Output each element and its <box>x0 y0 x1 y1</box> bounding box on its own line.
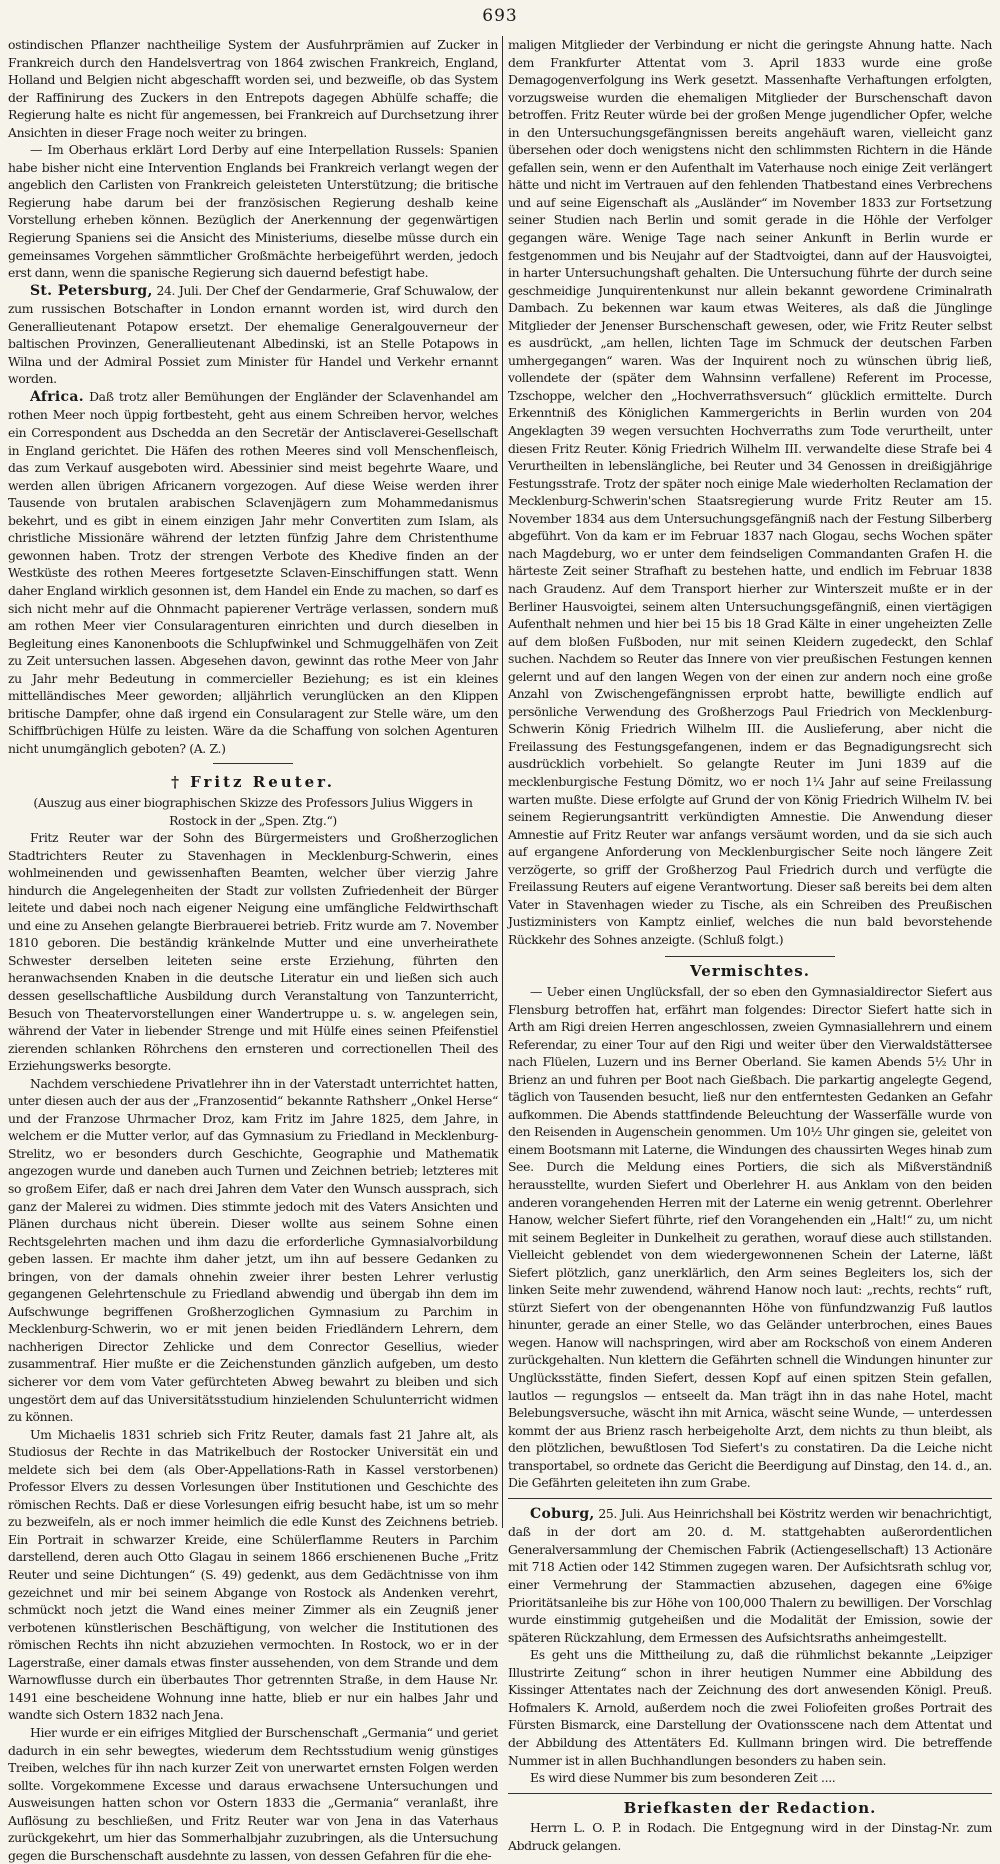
dateline: St. Petersburg, <box>30 282 153 299</box>
news-text: Daß trotz aller Bemühungen der Engländer der Sclavenhandel am rothen Meer noch üppig fortbesteht, geht aus einem Schreiben hervor, welches ein Correspondent aus Dschedda an den Secretär der Antisclaverei-Gesellschaft in England gerichtet. Die Häfen des rothen Meeres sind voll Menschenfleisch, das zum Verkauf ausgeboten wird. Abessinier sind meist begehrte Waare, und werden allen übrigen Africanern vorgezogen. Auf diese Weise werden ihrer Tausende von brutalen arabischen Sclavenjägern zum Mohammedanismus bekehrt, und es gibt in einem einzigen Jahr mehr Convertiten zum Islam, als christliche Missionäre während der letzten fünfzig Jahre dem Christenthume gewonnen haben. Trotz der strengen Verbote des Khedive finden an der Westküste des rothen Meeres fortgesetzte Sclaven-Einschiffungen statt. Wenn daher England wirklich gesonnen ist, dem Handel ein Ende zu machen, so darf es sich nicht mehr auf die Ohnmacht papierener Verträge verlassen, sondern muß am rothen Meer vier Consularagenturen einrichten und durch dieselben in Begleitung eines Kanonenboots die Schlupfwinkel und Schmuggelhäfen von Zeit zu Zeit untersuchen lassen. Abgesehen davon, gewinnt das rothe Meer von Jahr zu Jahr mehr Bedeutung in commercieller Beziehung; es ist ein kleines mittelländisches Meer geworden; alljährlich verunglücken an den Klippen britische Dampfer, ohne daß irgend ein Consularagent zur Stelle wäre, um den Schiffbrüchigen Hülfe zu leisten. Wäre da die Schaffung von solchen Agenturen nicht unumgänglich geboten? (A. Z.) <box>8 388 499 756</box>
news-item-st-petersburg <box>8 282 498 388</box>
divider <box>213 763 293 764</box>
paragraph: Hier wurde er ein eifriges Mitglied der Burschenschaft „Germania“ und geriet dadurch in ein sehr bewegtes, wiederum dem Rechtsstudium wenig günstiges Treiben, welches für ihn nach kurzer Zeit von unerwartet ernsten Folgen werden sollte. Vorgekommene Excesse und daraus erwachsene Untersuchungen und Ausweisungen hatten schon vor Ostern 1833 die „Germania“ veranlaßt, ihre Auflösung zu beschließen, und Fritz Reuter war von Jena in das Vaterhaus zurückgekehrt, um hier das Sommerhalbjahr zuzubringen, als die Untersuchung gegen die Burschenschaft ausdehnte zu lassen, von dessen Gefahren für die ehe- <box>8 1724 499 1863</box>
news-text: 25. Juli. Aus Heinrichshall bei Köstritz werden wir benachrichtigt, daß in der dort am 20. d. M. stattgehabten außerordentlichen Generalversammlung der Chemischen Fabrik (Actiengesellschaft) 13 Actionäre mit 718 Actien oder 142 Stimmen zugegen waren. Der Aufsichtsrath schlug vor, einer Vermehrung der Stammactien abzusehen, dagegen eine 6%ige Prioritätsanleihe bis zur Höhe von 100,000 Thalern zu bewilligen. Der Vorschlag wurde einstimmig gutgeheißen und die Modalität der Emission, sowie der späteren Rückzahlung, dem Ermessen des Aufsichtsraths anheimgestellt. <box>508 1505 993 1645</box>
divider <box>508 1793 992 1794</box>
right-column <box>508 36 993 1853</box>
paragraph: — Ueber einen Unglücksfall, der so eben den Gymnasialdirector Siefert aus Flensburg betroffen hat, erfährt man folgendes: Director Siefert hatte sich in Arth am Rigi dreien Herren angeschlossen, zweien Gymnasiallehrern und einem Referendar, zu einer Tour auf den Rigi und weiter über den Vierwaldstättersee nach Flüelen, Luzern und ins Berner Oberland. Sie kamen Abends 5½ Uhr in Brienz an und fuhren per Boot nach Gießbach. Die parkartig angelegte Gegend, täglich von Tausenden besucht, ließ nur den entferntesten Gedanken an Gefahr aufkommen. Die Abends stattfindende Beleuchtung der Wasserfälle wurde von den Reisenden in Augenschein genommen. Um 10½ Uhr gingen sie, geleitet von einem Bootsmann mit Laterne, die Windungen des chaussirten Weges hinab zum See. Durch die Meldung eines Portiers, die sich als Mißverständniß herausstellte, wurden Siefert und Oberlehrer H. aus Anklam von den beiden anderen vorangehenden Herren mit der Laterne ein wenig getrennt. Oberlehrer Hanow, welcher Siefert führte, rief den Vorangehenden ein „Halt!“ zu, um nicht mit seinem Begleiter in Dunkelheit zu gerathen, worauf diese auch stillstanden. Vielleicht geblendet von dem wiedergewonnenen Schein der Laterne, läßt Siefert plötzlich, ganz unerklärlich, den Arm seines Begleiters los, sich der linken Seite mehr zuwendend, während Hanow noch laut: „rechts, rechts“ ruft, stürzt Siefert von der obengenannten Höhe von fünfundzwanzig Fuß lautlos hinunter, gerade an einer Stelle, wo das Geländer unterbrochen, eines Baues wegen. Hanow will nachspringen, wird aber am Rockschoß von einem Anderen zurückgehalten. Nun klettern die Gefährten schnell die Windungen hinunter zur Unglücksstätte, finden Siefert, dessen Kopf auf einen spitzen Stein gefallen, lautlos — regungslos — entseelt da. Man trägt ihn in das nahe Hotel, macht Belebungsversuche, wäscht ihn mit Arnica, wäscht seine Wunde, — unterdessen kommt der aus Brienz rasch herbeigeholte Arzt, dem nichts zu thun bleibt, als den plötzlichen, bewußtlosen Tod Siefert's zu constatiren. Da die Leiche nicht transportabel, so ordnete das Gericht die Beerdigung auf Dinstag, den 14. d., an. Die Gefährten geleiteten ihn zum Grabe. <box>508 983 992 1491</box>
article-title: † Fritz Reuter. <box>171 773 335 792</box>
column-divider <box>502 36 503 1528</box>
paragraph: Um Michaelis 1831 schrieb sich Fritz Reuter, damals fast 21 Jahre alt, als Studiosus der Rechte in das Matrikelbuch der Rostocker Universität ein und meldete sich bei dem (als Ober-Appellations-Rath in Kassel verstorbenen) Professor Elvers zu dessen Vorlesungen über Institutionen und Geschichte des römischen Rechts. Daß er diese Vorlesungen eifrig besucht habe, ist um so mehr zu bezweifeln, als er noch immer heimlich die edle Kunst des Zeichnens betrieb. Ein Portrait in schwarzer Kreide, eine Schülerflamme Reuters in Parchim darstellend, deren auch Otto Glagau in seinem 1866 erschienenen Buche „Fritz Reuter und seine Dichtungen“ (S. 49) gedenkt, aus dem Gedächtnisse von ihm gezeichnet und mir bei seinem Abgange von Rostock als Andenken verehrt, schmückt noch jetzt die Wand eines meiner Zimmer als ein Zeugniß jener verbotenen künstlerischen Beschäftigung, von welcher die Institutionen des römischen Rechts ihn nicht abzuziehen vermochten. In Rostock, wo er in der Lagerstraße, einer damals etwas finster aussehenden, von dem Strande und dem Warnowflusse durch ein überbautes Thor getrennten Straße, in dem Hause Nr. 1491 eine bescheidene Wohnung inne hatte, blieb er nur ein halbes Jahr und wandte sich Ostern 1832 nach Jena. <box>8 1426 498 1723</box>
divider <box>665 956 835 957</box>
paragraph: Es wird diese Nummer bis zum besonderen Zeit .... <box>530 1770 836 1786</box>
paragraph: — Im Oberhaus erklärt Lord Derby auf eine Interpellation Russels: Spanien habe bisher nicht eine Intervention Englands bei Frankreich verlangt wegen der angeblich den Carlisten von Frankreich geleisteten Unterstützung; die britische Regierung habe darum bei der französischen Regierung deshalb keine Vorstellung erheben können. Bezüglich der Anerkennung der gegenwärtigen Regierung Spaniens sei die Ansicht des Ministeriums, dieselbe müsse durch ein gemeinsames Vorgehen sämmtlicher Großmächte herbeigeführt werden, jedoch erst dann, wenn die spanische Regierung sich dauernd befestigt habe. <box>8 142 498 281</box>
left-column <box>8 36 499 1863</box>
news-item-coburg <box>508 1505 992 1646</box>
section-title: Briefkasten der Redaction. <box>623 1798 877 1817</box>
section-title: Vermischtes. <box>690 962 810 981</box>
dateline: Coburg, <box>530 1505 595 1522</box>
paragraph: maligen Mitglieder der Verbindung er nicht die geringste Ahnung hatte. Nach dem Frankfurter Attentat vom 3. April 1833 wurde eine große Demagogenverfolgung ins Werk gesetzt. Massenhafte Verhaftungen erfolgten, vorzugsweise wurden die ehemaligen Mitglieder der Burschenschaft davon betroffen. Fritz Reuter würde bei der großen Menge jugendlicher Opfer, welche in den Untersuchungsgefängnissen bereits angehäuft waren, vielleicht ganz übersehen oder doch wenigstens nicht den schlimmsten Richtern in die Hände gefallen sein, wenn er den Aufenthalt im Vaterhause noch einige Zeit verlängert hätte und nicht im Vertrauen auf den fehlenden Thatbestand eines Verbrechens und auf seine Eigenschaft als „Ausländer“ im November 1833 zur Fortsetzung seiner Studien nach Berlin und somit gerade in die Höhle der Verfolger gegangen wäre. Wenige Tage nach seiner Ankunft in Berlin wurde er festgenommen und bis Neujahr auf der Stadtvoigtei, dann auf der Hausvoigtei, in harter Untersuchungshaft gehalten. Die Untersuchung führte der durch seine geschmeidige Junquirentenkunst nur allein bekannt gewordene Criminalrath Dambach. Zu bekennen war kaum etwas Weiteres, als daß die Jünglinge Mitglieder der Jenenser Burschenschaft gewesen, oder, wie Fritz Reuter selbst es ausdrückt, „am hellen, lichten Tage im Schmuck der deutschen Farben umhergegangen“ waren. Was der Inquirent noch zu wünschen übrig ließ, vollendete der (später dem Wahnsinn verfallene) Referent im Processe, Tzschoppe, welcher den „Hochverrathsversuch“ glücklich ermittelte. Durch Erkenntniß des Königlichen Kammergerichts in Berlin wurden von 204 Angeklagten 39 wegen versuchten Hochverraths zum Tode verurtheilt, unter diesen Fritz Reuter. König Friedrich Wilhelm III. verwandelte diese Strafe bei 4 Verurtheilten in lebenslängliche, bei Reuter und 34 Genossen in dreißigjährige Festungsstrafe. Trotz der später noch einige Male wiederholten Reclamation der Mecklenburg-Schwerin'schen Staatsregierung wurde Fritz Reuter am 15. November 1834 aus dem Untersuchungsgefängniß nach der Festung Silberberg abgeführt. Von da kam er im Februar 1837 nach Glogau, sechs Wochen später nach Magdeburg, wo er unter dem feindseligen Commandanten Grafen H. die härteste Zeit seiner Strafhaft zu bestehen hatte, und endlich im Februar 1838 nach Graudenz. Auf dem Transport hierher zur Winterszeit mußte er in der Berliner Hausvoigtei, seinem alten Untersuchungsgefängniß, einen viertägigen Aufenthalt nehmen und hier bei 15 bis 18 Grad Kälte in einer ungeheizten Zelle auf dem bloßen Fußboden, nur mit seinen Kleidern zugedeckt, den Schlaf suchen. Nachdem so Reuter das Innere von vier preußischen Festungen kennen gelernt und auf den langen Wegen von der einen zur andern noch eine große Anzahl von Zwischengefängnissen erprobt hatte, bewilligte endlich auf persönliche Verwendung des Großherzogs Paul Friedrich von Mecklenburg-Schwerin König Friedrich Wilhelm III. die Auslieferung, aber nicht die Freilassung des Festungsgefangenen, indem er das Begnadigungsrecht sich ausdrücklich vorbehielt. So gelangte Reuter im Juni 1839 auf die mecklenburgische Festung Dömitz, wo er noch 1¼ Jahr auf seine Freilassung warten mußte. Diese erfolgte auf Grund der von König Friedrich Wilhelm IV. bei seinem Regierungsantritt verkündigten Amnestie. Die Anwendung dieser Amnestie auf Fritz Reuter war anfangs versäumt worden, und da sie sich auch auf ergangene Anforderung von Mecklenburgischer Seite noch längere Zeit verzögerte, so griff der Großherzog Paul Friedrich durch und verfügte die Freilassung Reuters auf eigene Verantwortung. Dieser saß bereits bei dem alten Vater in Stavenhagen wieder zu Tische, als ein Schreiben des Preußischen Justizministers von Kamptz einlief, welches die nun bald bevorstehende Rückkehr des Sohnes anzeigte. (Schluß folgt.) <box>508 37 992 947</box>
divider <box>508 1498 992 1499</box>
news-item-africa <box>8 388 498 757</box>
paragraph: ostindischen Pflanzer nachtheilige System der Ausfuhrprämien auf Zucker in Frankreich durch den Handelsvertrag von 1864 zwischen Frankreich, England, Holland und Belgien nicht abgeschafft worden sei, und bezweifle, ob das System der Raffinirung des Zuckers in den Entrepots dagegen Abhülfe schaffe; die Regierung halte es nicht für angemessen, bei Frankreich auf Durchsetzung ihrer Ansichten in dieser Frage noch weiter zu bringen. <box>8 37 498 140</box>
news-text: 24. Juli. Der Chef der Gendarmerie, Graf Schuwalow, der zum russischen Botschafter in London ernannt worden ist, wird durch den Generallieutenant Potapow ersetzt. Der ehemalige Generalgouverneur der baltischen Provinzen, Generallieutenant Albedinski, ist an Stelle Potapows in Wilna und der Admiral Possiet zum Minister für Handel und Verkehr ernannt worden. <box>8 282 498 387</box>
paragraph: Fritz Reuter war der Sohn des Bürgermeisters und Großherzoglichen Stadtrichters Reuter zu Stavenhagen in Mecklenburg-Schwerin, eines wohlmeinenden und gewissenhaften Beamten, welcher über vierzig Jahre hindurch die Angelegenheiten der Stadt zur vollsten Zufriedenheit der Bürger leitete und dabei noch nach eigener Neigung eine umfängliche Feldwirthschaft und eine zu Ansehen gelangte Bierbrauerei betrieb. Fritz wurde am 7. November 1810 geboren. Die beständig kränkelnde Mutter und eine unverheirathete Schwester derselben leiteten seine erste Erziehung, führten den heranwachsenden Knaben in die deutsche Literatur ein und ließen sich auch dessen gesellschaftliche Ausbildung durch Veranstaltung von Tanzunterricht, Besuch von Theatervorstellungen einer Wandertruppe u. s. w. angelegen sein, während der Vater in liebender Strenge und mit Hülfe eines seinen Pfeifenstiel zierenden schlanken Röhrchens den ernsteren und correctionellen Theil des Erziehungswerks besorgte. <box>8 830 498 1074</box>
dateline: Africa. <box>30 388 84 405</box>
paragraph: Herrn L. O. P. in Rodach. Die Entgegnung wird in der Dinstag-Nr. zum Abdruck gelangen. <box>508 1820 992 1853</box>
article-subtitle: (Auszug aus einer biographischen Skizze des Professors Julius Wiggers in Rostock in der „Spen. Ztg.“) <box>33 794 473 828</box>
paragraph: Nachdem verschiedene Privatlehrer ihn in der Vaterstadt unterrichtet hatten, unter diesen auch der aus der „Franzosentid“ bekannte Rathsherr „Onkel Herse“ und der Franzose Uhrmacher Droz, kam Fritz im Jahre 1825, dem Jahre, in welchem er die Mutter verlor, auf das Gymnasium zu Friedland in Mecklenburg-Strelitz, wo er besonders durch Geschichte, Geographie und Mathematik angezogen wurde und daneben auch Turnen und Zeichnen betrieb; letzteres mit so großem Eifer, daß er nach drei Jahren dem Vater den Wunsch aussprach, sich ganz der Malerei zu widmen. Dies stimmte jedoch mit des Vaters Ansichten und Plänen durchaus nicht überein. Dieser wollte aus seinem Sohne einen Rechtsgelehrten machen und ihm dazu die erforderliche Gymnasialvorbildung geben lassen. Er machte ihm daher jetzt, um ihn auf bessere Gedanken zu bringen, von der damals ohnehin zweier ihrer besten Lehrer verlustig gegangenen Gelehrtenschule zu Friedland abwendig und übergab ihn dem im Aufschwunge begriffenen Großherzoglichen Gymnasium zu Parchim in Mecklenburg-Schwerin, wo er mit jenen beiden Friedländern Lehrern, dem nachherigen Director Zehlicke und dem Conrector Gesellius, wieder zusammentraf. Hier mußte er die Zeichenstunden gänzlich aufgeben, um desto sicherer vor dem vom Vater gefürchteten Abweg bewahrt zu bleiben und sich ungestört dem auf das Universitätsstudium hinzielenden Schulunterricht widmen zu können. <box>8 1075 498 1425</box>
paragraph: Es geht uns die Mittheilung zu, daß die rühmlichst bekannte „Leipziger Illustrirte Zeitung“ schon in ihrer heutigen Nummer eine Abbildung des Kissinger Attentates nach der Zeichnung des dort anwesenden Königl. Preuß. Hofmalers K. Arnold, außerdem noch die zwei Foliofeiten großes Portrait des Fürsten Bismarck, eine Darstellung der Ovationsscene nach dem Attentat und der Abbildung des Attentäters Ed. Kullmann bringen wird. Die betreffende Nummer ist in allen Buchhandlungen besonders zu haben sein. <box>508 1647 992 1768</box>
page-number: 693 <box>482 6 518 26</box>
